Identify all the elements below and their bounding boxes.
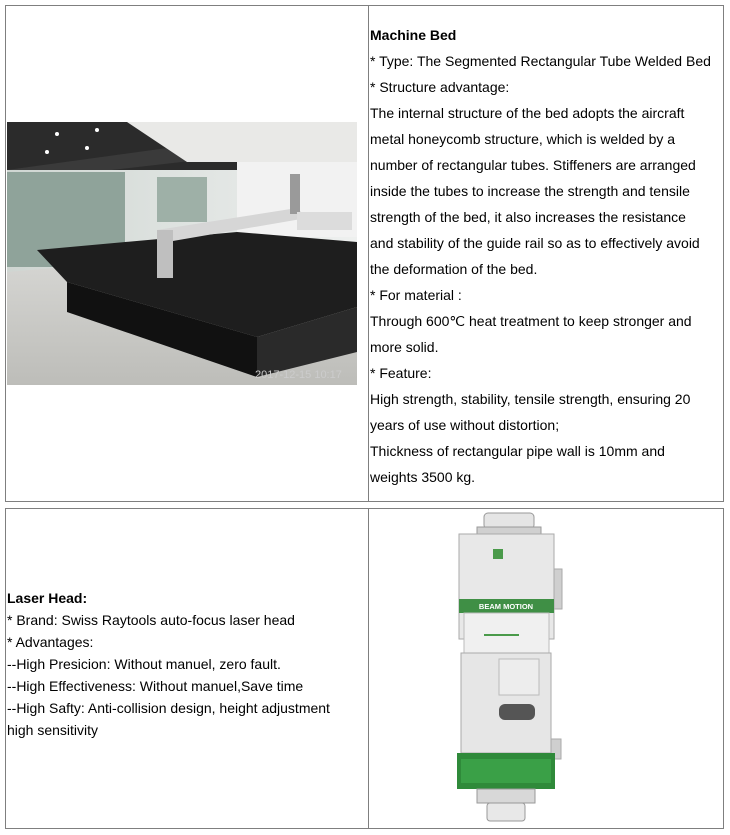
machine-bed-line: * Type: The Segmented Rectangular Tube Welded Bed [370,53,711,69]
machine-bed-image-cell [6,6,368,501]
machine-bed-line: The internal structure of the bed adopts the aircraft [370,105,685,121]
machine-bed-title: Machine Bed [370,27,457,43]
photo-timestamp: 2017-12-15 10:17 [255,369,342,381]
machine-bed-line: * Structure advantage: [370,79,510,95]
laser-head-line: * Advantages: [7,634,94,650]
laser-head-line: * Brand: Swiss Raytools auto-focus laser head [7,612,295,628]
machine-bed-line: * For material : [370,287,462,303]
machine-bed-line: inside the tubes to increase the strength and tensile [370,183,690,199]
laser-head-line: --High Effectiveness: Without manuel,Save time [7,678,304,694]
machine-bed-line: High strength, stability, tensile strength, ensuring 20 [370,391,691,407]
machine-bed-line: years of use without distortion; [370,417,560,433]
machine-bed-text-cell [369,6,723,501]
laser-head-image-cell [369,509,723,828]
head-knob-icon [499,704,535,720]
laser-head-illustration [439,509,589,829]
machine-bed-table [5,5,724,502]
laser-head-title: Laser Head: [7,590,88,606]
beam-motion-label: BEAM MOTION [478,602,534,611]
machine-bed-line: * Feature: [370,365,432,381]
laser-head-text-cell [6,509,368,828]
machine-bed-line: more solid. [370,339,439,355]
machine-bed-photo [7,122,357,385]
machine-bed-line: Thickness of rectangular pipe wall is 10mm and [370,443,665,459]
machine-bed-line: weights 3500 kg. [370,469,476,485]
machine-bed-line: metal honeycomb structure, which is welded by a [370,131,676,147]
laser-head-line: --High Safty: Anti-collision design, height adjustment [7,700,330,716]
machine-bed-line: Through 600℃ heat treatment to keep stronger and [370,313,692,329]
machine-bed-line: the deformation of the bed. [370,261,538,277]
laser-head-line: high sensitivity [7,722,99,738]
machine-bed-line: and stability of the guide rail so as to effectively avoid [370,235,700,251]
machine-bed-line: number of rectangular tubes. Stiffeners are arranged [370,157,696,173]
laser-head-line: --High Presicion: Without manuel, zero fault. [7,656,281,672]
laser-head-table [5,508,724,829]
machine-bed-line: strength of the bed, it also increases the resistance [370,209,686,225]
